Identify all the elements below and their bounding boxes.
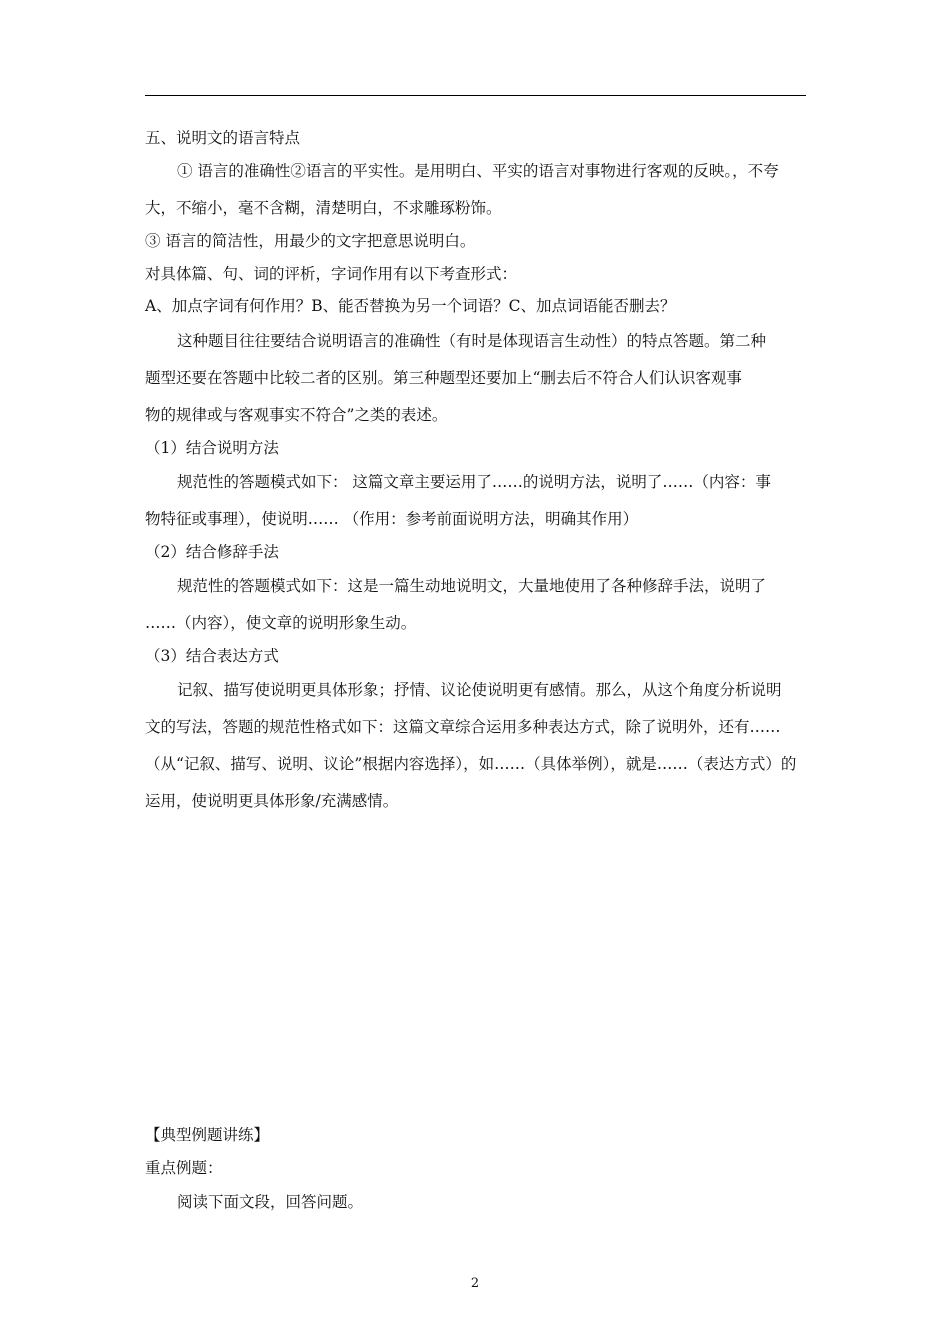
sub1-line2: 物特征或事理），使说明…… （作用：参考前面说明方法，明确其作用） [145,510,639,528]
subsection-3-title: （3）结合表达方式 [145,647,279,665]
para3: 对具体篇、句、词的评析，字词作用有以下考查形式： [145,265,518,283]
sub2-line2: ……（内容），使文章的说明形象生动。 [145,614,417,632]
sub2-line1: 规范性的答题模式如下：这是一篇生动地说明文，大量地使用了各种修辞手法，说明了 [177,577,767,595]
para5-line1: 这种题目往往要结合说明语言的准确性（有时是体现语言生动性）的特点答题。第二种 [177,332,767,350]
para4: A、加点字词有何作用？B、能否替换为另一个词语？C、加点词语能否删去？ [145,297,676,315]
examples-instruction: 阅读下面文段，回答问题。 [177,1193,364,1211]
sub3-line2: 文的写法，答题的规范性格式如下：这篇文章综合运用多种表达方式，除了说明外，还有…… [145,718,781,736]
section-title: 五、说明文的语言特点 [145,129,301,147]
subsection-1-title: （1）结合说明方法 [145,439,279,457]
sub3-line3: （从“记叙、描写、说明、议论”根据内容选择），如……（具体举例），就是……（表达方式）的 [145,755,797,773]
para1-line2: 大，不缩小，毫不含糊，清楚明白，不求雕琢粉饰。 [145,199,502,217]
sub3-line4: 运用，使说明更具体形象/充满感情。 [145,792,399,810]
para1-line1: ① 语言的准确性②语言的平实性。是用明白、平实的语言对事物进行客观的反映。，不夸 [177,162,779,180]
subsection-2-title: （2）结合修辞手法 [145,543,279,561]
para5-line2: 题型还要在答题中比较二者的区别。第三种题型还要加上“删去后不符合人们认识客观事 [145,369,742,387]
header-rule [145,95,806,96]
sub3-line1: 记叙、描写使说明更具体形象；抒情、议论使说明更有感情。那么，从这个角度分析说明 [177,681,782,699]
para2: ③ 语言的简洁性，用最少的文字把意思说明白。 [145,232,476,250]
examples-subheading: 重点例题： [145,1159,223,1177]
page-number: 2 [470,1276,480,1291]
sub1-line1: 规范性的答题模式如下： 这篇文章主要运用了……的说明方法，说明了……（内容：事 [177,473,771,491]
examples-heading: 【典型例题讲练】 [145,1126,270,1144]
para5-line3: 物的规律或与客观事实不符合”之类的表述。 [145,406,448,424]
